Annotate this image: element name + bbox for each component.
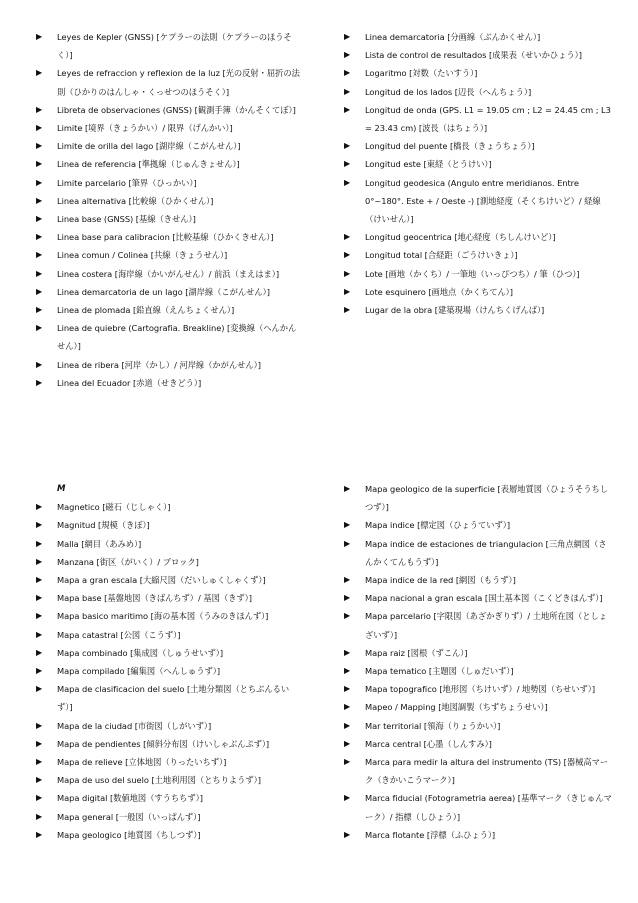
glossary-entry: [344, 28, 612, 46]
entry-text: Linea de ribera [河岸（かし）/ 河岸線（かがんせん）]: [57, 359, 261, 370]
bullet-arrow-icon: ▶: [344, 702, 351, 712]
glossary-entry: [36, 301, 300, 319]
glossary-entry: [36, 626, 300, 644]
entry-text: Mapa de la ciudad [市街図（しがいず）]: [57, 720, 212, 731]
glossary-entry: [344, 571, 612, 589]
bullet-arrow-icon: ▶: [36, 32, 43, 41]
glossary-entry: [36, 826, 300, 844]
entry-text: Mapeo / Mapping [地図調製（ちずちょうせい）]: [365, 702, 548, 713]
bullet-arrow-icon: ▶: [36, 556, 43, 566]
entry-text: Longitud de los lados [辺長（へんちょう）]: [365, 86, 532, 97]
glossary-entry: [344, 155, 612, 173]
column-left: [36, 28, 300, 392]
bullet-arrow-icon: ▶: [36, 647, 43, 657]
bullet-arrow-icon: ▶: [344, 268, 351, 278]
bullet-arrow-icon: ▶: [36, 377, 43, 387]
bullet-arrow-icon: ▶: [36, 738, 43, 748]
bullet-arrow-icon: ▶: [344, 720, 351, 730]
bullet-arrow-icon: ▶: [36, 520, 43, 530]
bullet-arrow-icon: ▶: [36, 720, 43, 730]
glossary-entry: [36, 753, 300, 771]
glossary-entry: [344, 83, 612, 101]
glossary-entry: [36, 228, 300, 246]
bullet-arrow-icon: ▶: [36, 757, 43, 767]
entry-text: Linea demarcatoria [分画線（ぶんかくせん）]: [365, 32, 541, 42]
bullet-arrow-icon: ▶: [36, 286, 43, 296]
entry-text: Mapa a gran escala [大縮尺図（だいしゅくしゃくず）]: [57, 575, 266, 586]
entry-text: Magnetico [磁石（じしゃく）]: [57, 502, 171, 513]
entry-text: Linea base para calibracion [比較基線（ひかくきせん）]: [57, 232, 274, 243]
glossary-entry: [344, 644, 612, 662]
glossary-entry: [36, 808, 300, 826]
glossary-entry: [344, 589, 612, 607]
glossary-entry: [36, 735, 300, 753]
glossary-entry: [36, 607, 300, 625]
bullet-arrow-icon: ▶: [344, 757, 351, 767]
bullet-arrow-icon: ▶: [36, 250, 43, 260]
bullet-arrow-icon: ▶: [36, 593, 43, 603]
entry-text: Marca fiducial (Fotogrametria aerea) [基準マーク（きじゅんマーク）/ 指標（しひょう）]: [365, 793, 612, 822]
bullet-arrow-icon: ▶: [344, 829, 351, 839]
glossary-entry: [36, 265, 300, 283]
bullet-arrow-icon: ▶: [344, 50, 351, 60]
column-left: [36, 480, 300, 844]
bullet-arrow-icon: ▶: [36, 629, 43, 639]
entry-text: Logaritmo [対数（たいすう）]: [365, 68, 478, 79]
glossary-entry: [36, 174, 300, 192]
glossary-entry: [36, 498, 300, 516]
bullet-arrow-icon: ▶: [344, 32, 351, 41]
glossary-entry: [344, 265, 612, 283]
entry-text: Longitud de onda (GPS. L1 = 19.05 cm ; L2 = 24.45 cm ; L3 = 23.43 cm) [波長（はちょう）]: [365, 104, 611, 134]
bullet-arrow-icon: ▶: [36, 323, 43, 333]
glossary-entry: [344, 698, 612, 716]
glossary-entry: [344, 64, 612, 82]
glossary-entry: [36, 246, 300, 264]
entry-text: Lote esquinero [画地点（かくちてん）]: [365, 286, 513, 297]
glossary-entry: [344, 480, 612, 516]
entry-text: Linea de referencia [準拠線（じゅんきょせん）]: [57, 159, 240, 170]
term-list: [344, 28, 612, 319]
glossary-entry: [36, 789, 300, 807]
entry-text: Longitud geodesica (Angulo entre meridianos. Entre 0°~180°. Este + / Oeste -) [測地経度（そくちけいど）/ 経線（けいせん）]: [365, 177, 601, 225]
entry-text: Magnitud [規模（きぼ）]: [57, 520, 150, 531]
bullet-arrow-icon: ▶: [344, 738, 351, 748]
column-right: [344, 480, 612, 844]
glossary-entry: [36, 210, 300, 228]
entry-text: Mapa topografico [地形図（ちけいず）/ 地勢図（ちせいず）]: [365, 684, 596, 695]
bullet-arrow-icon: ▶: [344, 538, 351, 548]
entry-text: Lote [画地（かくち）/ 一筆地（いっぴつち）/ 筆（ひつ）]: [365, 268, 580, 279]
glossary-entry: [36, 155, 300, 173]
glossary-entry: [36, 356, 300, 374]
bullet-arrow-icon: ▶: [344, 575, 351, 585]
glossary-entry: [344, 753, 612, 789]
glossary-entry: [344, 680, 612, 698]
bullet-arrow-icon: ▶: [36, 611, 43, 621]
term-list: [36, 28, 300, 392]
entry-text: Mapa raiz [図根（ずこん）]: [365, 647, 468, 658]
glossary-entry: [344, 735, 612, 753]
entry-text: Marca flotante [浮標（ふひょう）]: [365, 829, 496, 840]
glossary-entry: [36, 680, 300, 716]
glossary-entry: [36, 644, 300, 662]
bullet-arrow-icon: ▶: [344, 647, 351, 657]
entry-text: Mapa indice de la red [網図（もうず）]: [365, 575, 516, 586]
bullet-arrow-icon: ▶: [344, 86, 351, 96]
entry-text: Mapa catastral [公図（こうず）]: [57, 629, 181, 640]
bullet-arrow-icon: ▶: [344, 141, 351, 151]
bullet-arrow-icon: ▶: [36, 104, 43, 114]
glossary-entry: [344, 228, 612, 246]
bullet-arrow-icon: ▶: [36, 359, 43, 369]
entry-text: Longitud este [東経（とうけい）]: [365, 159, 492, 170]
entry-text: Linea base (GNSS) [基線（きせん）]: [57, 214, 196, 225]
glossary-entry: [36, 119, 300, 137]
glossary-entry: [36, 589, 300, 607]
bullet-arrow-icon: ▶: [36, 141, 43, 151]
bullet-arrow-icon: ▶: [344, 793, 351, 803]
entry-text: Mapa general [一般図（いっぱんず）]: [57, 811, 201, 822]
glossary-entry: [36, 553, 300, 571]
entry-text: Mapa de pendientes [傾斜分布図（けいしゃぶんぷず）]: [57, 738, 270, 749]
glossary-entry: [36, 771, 300, 789]
bullet-arrow-icon: ▶: [36, 214, 43, 224]
glossary-entry: [344, 662, 612, 680]
entry-text: Linea costera [海岸線（かいがんせん）/ 前浜（まえはま）]: [57, 268, 280, 279]
entry-text: Libreta de observaciones (GNSS) [観測手簿（かんそくてぼ）]: [57, 104, 296, 115]
entry-text: Lista de control de resultados [成果表（せいかひょう）]: [365, 50, 582, 61]
glossary-entry: [36, 28, 300, 64]
entry-text: Linea de quiebre (Cartografia. Breakline) [変換線（へんかんせん）]: [57, 323, 297, 352]
glossary-entry: [344, 174, 612, 229]
bullet-arrow-icon: ▶: [344, 104, 351, 114]
glossary-entry: [36, 64, 300, 100]
glossary-entry: [344, 516, 612, 534]
glossary-entry: [344, 826, 612, 844]
entry-text: Mapa base [基盤地図（きばんちず）/ 基図（きず）]: [57, 593, 252, 604]
bullet-arrow-icon: ▶: [36, 195, 43, 205]
entry-text: Linea demarcatoria de un lago [湖岸線（こがんせん）]: [57, 286, 270, 297]
entry-text: Limite de orilla del lago [湖岸線（こがんせん）]: [57, 141, 241, 152]
entry-text: Mapa tematico [主題図（しゅだいず）]: [365, 666, 514, 677]
bullet-arrow-icon: ▶: [344, 520, 351, 530]
glossary-entry: [344, 717, 612, 735]
bullet-arrow-icon: ▶: [344, 68, 351, 78]
bullet-arrow-icon: ▶: [36, 305, 43, 315]
bullet-arrow-icon: ▶: [36, 538, 43, 548]
bullet-arrow-icon: ▶: [344, 159, 351, 169]
entry-text: Mapa combinado [集成図（しゅうせいず）]: [57, 647, 224, 658]
entry-text: Linea comun / Colinea [共線（きょうせん）]: [57, 250, 228, 261]
glossary-entry: [344, 46, 612, 64]
glossary-entry: [36, 717, 300, 735]
entry-text: Mapa parcelario [字限図（あざかぎりず）/ 土地所在図（としょざいず）]: [365, 611, 607, 640]
bullet-arrow-icon: ▶: [36, 232, 43, 242]
glossary-entry: [344, 535, 612, 571]
entry-text: Leyes de refraccion y reflexion de la luz [光の反射・屈折の法則（ひかりのはんしゃ・くっせつのほうそく）]: [57, 68, 300, 97]
entry-text: Malla [網目（あみめ）]: [57, 538, 142, 549]
entry-text: Mapa basico maritimo [海の基本図（うみのきほんず）]: [57, 611, 269, 622]
entry-text: Linea de plomada [鉛直線（えんちょくせん）]: [57, 305, 235, 316]
entry-text: Mar territorial [領海（りょうかい）]: [365, 720, 501, 731]
entry-text: Lugar de la obra [建築現場（けんちくげんば）]: [365, 305, 545, 316]
bullet-arrow-icon: ▶: [36, 575, 43, 585]
bullet-arrow-icon: ▶: [36, 268, 43, 278]
entry-text: Mapa de uso del suelo [土地利用図（とちりようず）]: [57, 775, 261, 786]
glossary-entry: [36, 192, 300, 210]
bullet-arrow-icon: ▶: [344, 684, 351, 694]
glossary-entry: [344, 789, 612, 825]
bullet-arrow-icon: ▶: [344, 177, 351, 187]
bullet-arrow-icon: ▶: [36, 68, 43, 78]
bullet-arrow-icon: ▶: [344, 305, 351, 315]
bullet-arrow-icon: ▶: [36, 811, 43, 821]
bullet-arrow-icon: ▶: [344, 611, 351, 621]
bullet-arrow-icon: ▶: [36, 775, 43, 785]
glossary-entry: [36, 535, 300, 553]
bullet-arrow-icon: ▶: [344, 666, 351, 676]
glossary-entry: [36, 374, 300, 392]
entry-text: Mapa geologico de la superficie [表層地質図（ひょうそうちしつず）]: [365, 484, 608, 513]
entry-text: Marca para medir la altura del instrumento (TS) [器械高マーク（きかいこうマーク）]: [365, 757, 609, 786]
entry-text: Linea alternativa [比較線（ひかくせん）]: [57, 195, 214, 206]
entry-text: Mapa compilado [編集図（へんしゅうず）]: [57, 666, 221, 677]
glossary-entry: [344, 137, 612, 155]
bullet-arrow-icon: ▶: [36, 666, 43, 676]
glossary-entry: [36, 319, 300, 355]
entry-text: Longitud geocentrica [地心経度（ちしんけいど）]: [365, 232, 556, 243]
bullet-arrow-icon: ▶: [344, 593, 351, 603]
glossary-entry: [344, 301, 612, 319]
bullet-arrow-icon: ▶: [344, 484, 351, 493]
entry-text: Mapa digital [数値地図（すうちちず）]: [57, 793, 203, 804]
bullet-arrow-icon: ▶: [344, 250, 351, 260]
term-list: [36, 498, 300, 844]
column-right: [344, 28, 612, 319]
entry-text: Manzana [街区（がいく）/ ブロック]: [57, 556, 199, 567]
glossary-entry: [344, 607, 612, 643]
entry-text: Mapa indice [標定図（ひょうていず）]: [365, 520, 511, 531]
entry-text: Longitud total [合経距（ごうけいきょ）]: [365, 250, 518, 261]
bullet-arrow-icon: ▶: [344, 286, 351, 296]
glossary-entry: [36, 101, 300, 119]
glossary-entry: [36, 516, 300, 534]
glossary-entry: [36, 137, 300, 155]
entry-text: Longitud del puente [橋長（きょうちょう）]: [365, 141, 535, 152]
glossary-entry: [36, 283, 300, 301]
bullet-arrow-icon: ▶: [344, 232, 351, 242]
entry-text: Mapa de clasificacion del suelo [土地分類図（とちぶんるいず）]: [57, 684, 290, 713]
entry-text: Mapa nacional a gran escala [国土基本図（こくどきほんず）]: [365, 593, 603, 604]
glossary-entry: [36, 662, 300, 680]
entry-text: Limite [境界（きょうかい）/ 限界（げんかい）]: [57, 123, 233, 134]
glossary-entry: [36, 571, 300, 589]
entry-text: Mapa de relieve [立体地図（りったいちず）]: [57, 757, 227, 768]
bullet-arrow-icon: ▶: [36, 502, 43, 512]
bullet-arrow-icon: ▶: [36, 829, 43, 839]
bullet-arrow-icon: ▶: [36, 793, 43, 803]
entry-text: Mapa indice de estaciones de triangulacion [三角点網図（さんかくてんもうず）]: [365, 538, 607, 567]
glossary-entry: [344, 101, 612, 137]
bullet-arrow-icon: ▶: [36, 123, 43, 133]
term-list: [344, 480, 612, 844]
entry-text: Linea del Ecuador [赤道（せきどう）]: [57, 377, 202, 388]
bullet-arrow-icon: ▶: [36, 159, 43, 169]
section-letter: M: [57, 484, 66, 494]
entry-text: Marca central [心墨（しんすみ）]: [365, 738, 492, 749]
bullet-arrow-icon: ▶: [36, 684, 43, 694]
entry-text: Mapa geologico [地質図（ちしつず）]: [57, 829, 201, 840]
glossary-entry: [344, 246, 612, 264]
bullet-arrow-icon: ▶: [36, 177, 43, 187]
glossary-entry: [344, 283, 612, 301]
entry-text: Leyes de Kepler (GNSS) [ケプラーの法則（ケプラーのほうそく）]: [57, 32, 292, 61]
entry-text: Limite parcelario [筆界（ひっかい）]: [57, 177, 197, 188]
